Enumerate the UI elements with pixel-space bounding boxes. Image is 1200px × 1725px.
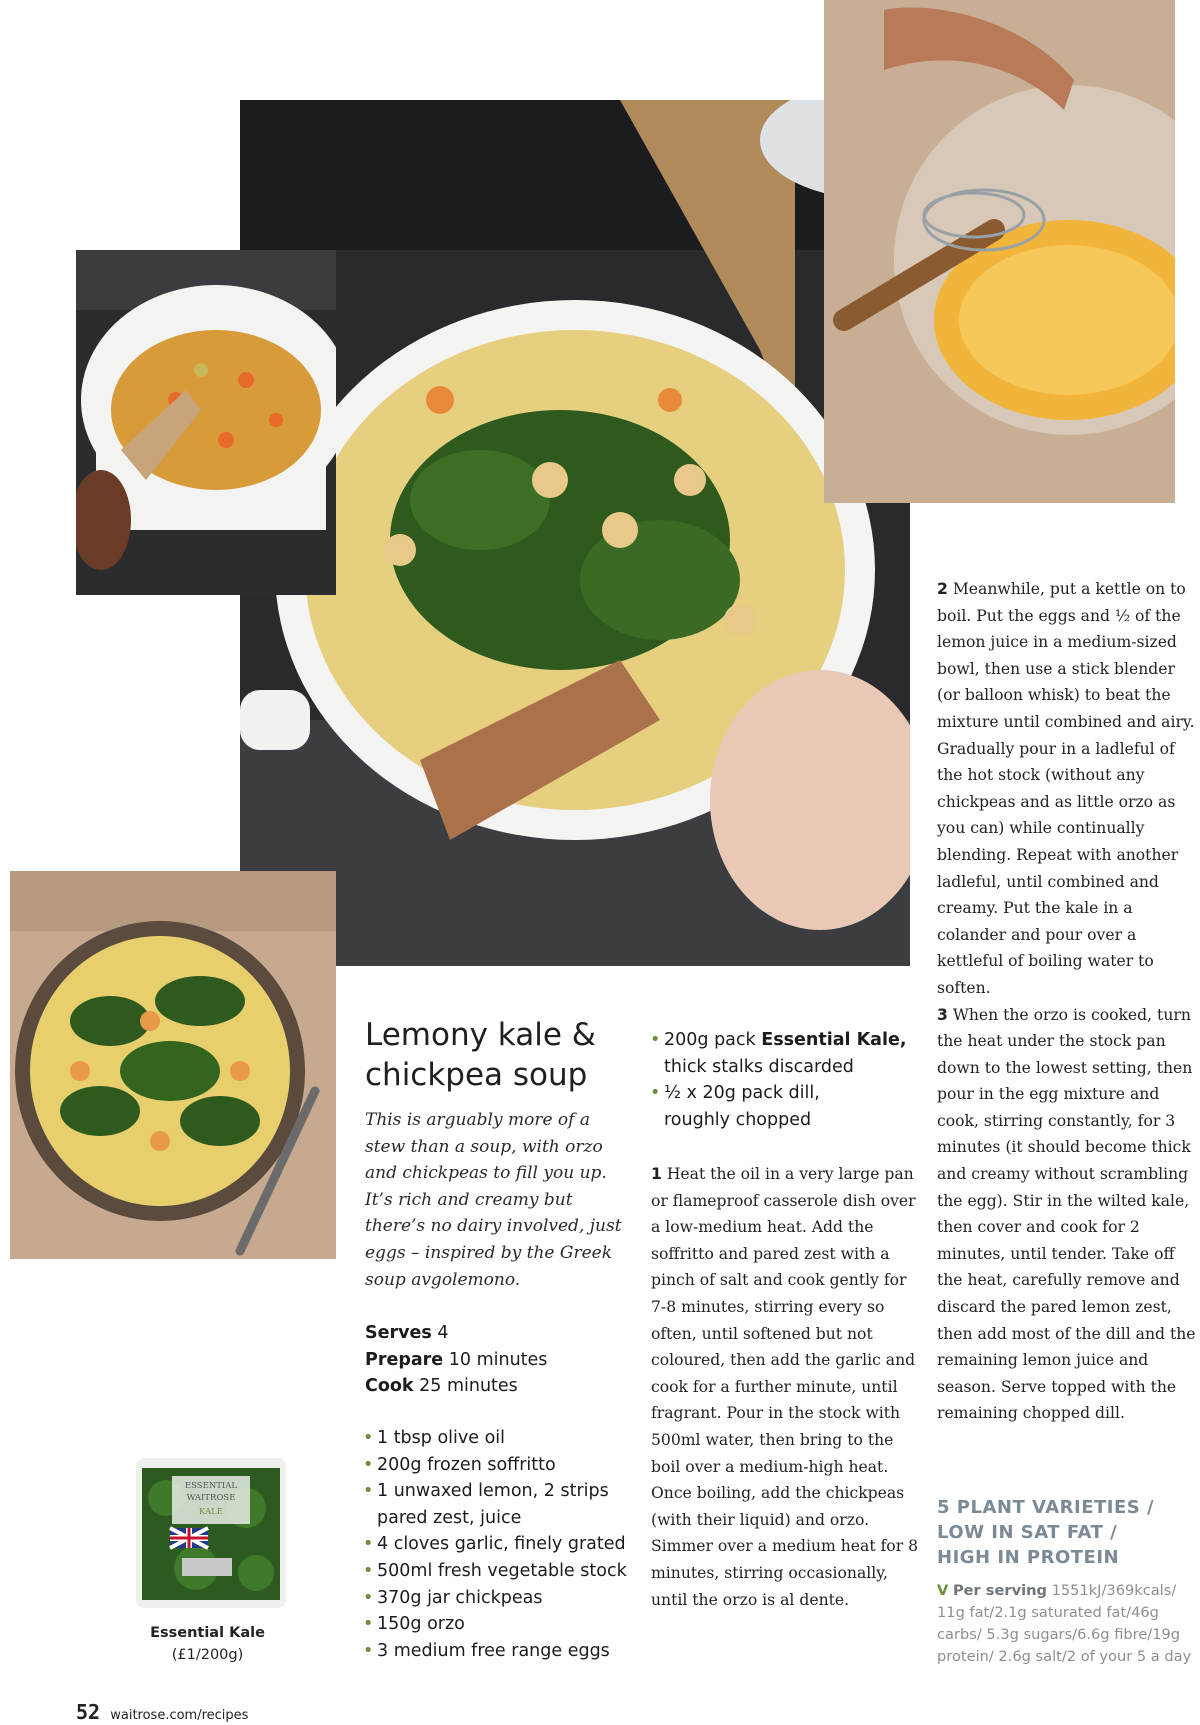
per-serving-label: Per serving	[952, 1582, 1047, 1599]
serves-value: 4	[437, 1323, 449, 1343]
nutrition-info	[937, 1580, 1199, 1668]
ingredient-item: • 4 cloves garlic, finely grated	[363, 1531, 638, 1558]
claim-low-sat-fat: LOW IN SAT FAT /	[937, 1522, 1118, 1543]
product-caption	[140, 1622, 275, 1666]
serves-label: Serves	[365, 1323, 432, 1343]
finished-soup-bowl-photo	[10, 871, 336, 1259]
step-text: Heat the oil in a very large pan or flameproof casserole dish over a low-medium heat. Add the soffritto and pared zest with a pinch of salt and cook gently for 7-8 minutes, stirring every so often, until softened but not coloured, then add the garlic and cook for a further minute, until fragrant. Pour in the stock with 500ml water, then bring to the boil over a medium-high heat. Once boiling, add the chickpeas (with their liquid) and orzo. Simmer over a medium heat for 8 minutes, stirring occasionally, until the orzo is al dente.	[651, 1165, 919, 1609]
claim-plant-varieties: 5 PLANT VARIETIES /	[937, 1497, 1155, 1518]
step-number: 2	[937, 580, 948, 598]
prepare-value: 10 minutes	[448, 1349, 548, 1370]
step-number: 3	[937, 1005, 948, 1024]
ingredient-item: • 3 medium free range eggs	[363, 1638, 638, 1665]
hero-soup-pot-photo	[240, 100, 910, 966]
ingredient-item-kale: • 200g pack Essential Kale, thick stalks discarded	[650, 1027, 915, 1080]
step-text: Meanwhile, put a kettle on to boil. Put the eggs and ½ of the lemon juice in a medium-sized bowl, then use a stick blender (or balloon whisk) to beat the mixture until combined and airy. Gradually pour in a ladleful of the hot stock (without any chickpeas and as little orzo as you can) while continually blending. Repeat with another ladleful, until combined and creamy. Put the kale in a colander and pour over a kettleful of boiling water to soften.	[937, 580, 1195, 997]
claim-high-protein: HIGH IN PROTEIN	[937, 1547, 1120, 1568]
soffritto-pot-photo	[76, 250, 336, 595]
page-footer	[76, 1700, 248, 1724]
recipe-title-line1: Lemony kale &	[365, 1017, 596, 1053]
pack-label-line3: KALE	[199, 1507, 223, 1517]
footer-url[interactable]: waitrose.com/recipes	[110, 1708, 249, 1723]
ingredients-list	[363, 1425, 638, 1664]
whisking-eggs-photo	[824, 0, 1175, 503]
cook-value: 25 minutes	[419, 1376, 518, 1397]
vegetarian-badge: V	[937, 1582, 949, 1599]
ingredient-item: • 1 unwaxed lemon, 2 strips pared zest, juice	[363, 1478, 638, 1531]
recipe-meta	[365, 1320, 625, 1400]
product-name: Essential Kale	[150, 1625, 265, 1641]
prepare-row	[365, 1347, 625, 1374]
step-text: When the orzo is cooked, turn the heat under the stock pan down to the lowest setting, then pour in the egg mixture and cook, stirring constantly, for 3 minutes (it should become thick and creamy without scrambling the egg). Stir in the wilted kale, then cover and cook for 2 minutes, until tender. Take off the heat, carefully remove and discard the pared lemon zest, then add most of the dill and the remaining lemon juice and season. Serve topped with the remaining chopped dill.	[937, 1005, 1196, 1423]
ingredient-item: • 150g orzo	[363, 1611, 638, 1638]
ingredient-item: • 500ml fresh vegetable stock	[363, 1558, 638, 1585]
method-steps-2-3	[937, 576, 1199, 1427]
ingredient-item: • 370g jar chickpeas	[363, 1585, 638, 1612]
cook-row	[365, 1373, 625, 1400]
essential-kale-pack-image	[136, 1458, 286, 1608]
step-number: 1	[651, 1165, 662, 1183]
page-number: 52	[76, 1700, 101, 1724]
recipe-title-line2: chickpea soup	[365, 1057, 588, 1093]
recipe-title	[365, 1015, 635, 1095]
method-step-1	[651, 1161, 919, 1613]
pack-label-line1: ESSENTIAL	[184, 1481, 238, 1491]
nutrition-values: 1551kJ/369kcals/ 11g fat/2.1g saturated fat/46g carbs/ 5.3g sugars/6.6g fibre/19g protein/ 2.6g salt/2 of your 5 a day	[937, 1582, 1192, 1665]
serves-row	[365, 1320, 625, 1347]
cook-label: Cook	[365, 1376, 414, 1397]
pack-label-line2: WAITROSE	[186, 1493, 236, 1503]
ingredient-item-dill: • ½ x 20g pack dill, roughly chopped	[650, 1080, 915, 1133]
recipe-intro: This is arguably more of a stew than a soup, with orzo and chickpeas to fill you up. It’s rich and creamy but there’s no dairy involved, just eggs – inspired by the Greek soup avgolemono.	[365, 1110, 622, 1290]
product-price: (£1/200g)	[171, 1647, 244, 1663]
prepare-label: Prepare	[365, 1349, 444, 1370]
ingredients-list-continued	[650, 1027, 915, 1133]
nutrition-claims	[937, 1495, 1187, 1570]
ingredient-item: • 1 tbsp olive oil	[363, 1425, 638, 1452]
method-step-2	[937, 576, 1199, 1002]
ingredient-item: • 200g frozen soffritto	[363, 1452, 638, 1479]
method-step-3	[937, 1002, 1199, 1428]
